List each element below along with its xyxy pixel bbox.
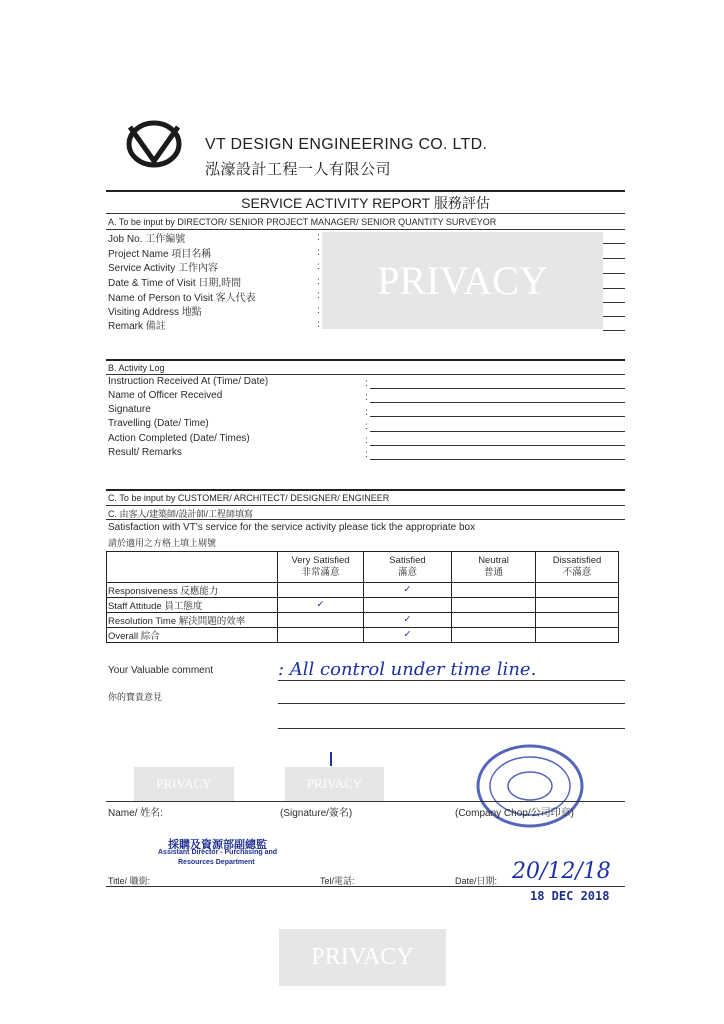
section-c-rule-1 bbox=[106, 505, 625, 506]
log-label-travelling: Travelling (Date/ Time) bbox=[108, 418, 209, 429]
tel-label: Tel/電話: bbox=[320, 876, 355, 886]
signature-mark bbox=[330, 752, 338, 766]
rating-row-resolution-time bbox=[107, 613, 619, 628]
section-b-heading: B. Activity Log bbox=[108, 363, 165, 373]
log-line bbox=[370, 416, 625, 417]
title-stamp-zh: 採購及資源部副總監 bbox=[168, 839, 267, 851]
title-label: Title/ 職銜: bbox=[108, 876, 151, 886]
log-line bbox=[370, 402, 625, 403]
comment-line-2 bbox=[278, 703, 625, 704]
tick-mark[interactable]: ✓ bbox=[364, 583, 452, 598]
cell-neutral[interactable] bbox=[452, 598, 536, 613]
date-label: Date/日期: bbox=[455, 876, 498, 886]
cell-dissatisfied[interactable] bbox=[536, 583, 619, 598]
log-label-instruction-received: Instruction Received At (Time/ Date) bbox=[108, 376, 269, 387]
satisfaction-instruction-en: Satisfaction with VT's service for the service activity please tick the appropriate box bbox=[108, 522, 476, 533]
field-label-person-to-visit: Name of Person to Visit 客人代表 bbox=[108, 293, 256, 304]
row-label: Staff Attitude 員工態度 bbox=[107, 598, 278, 613]
rating-row-overall bbox=[107, 628, 619, 643]
rating-row-staff-attitude bbox=[107, 598, 619, 613]
section-b-top-rule bbox=[106, 359, 625, 361]
section-a-heading: A. To be input by DIRECTOR/ SENIOR PROJECT MANAGER/ SENIOR QUANTITY SURVEYOR bbox=[108, 217, 497, 227]
footer-name-rule bbox=[106, 801, 625, 802]
field-line bbox=[603, 288, 625, 289]
title-top-rule bbox=[106, 190, 625, 192]
colon-column: : : : : : : : bbox=[317, 232, 320, 330]
log-label-result-remarks: Result/ Remarks bbox=[108, 447, 182, 458]
row-label: Resolution Time 解決問題的效率 bbox=[107, 613, 278, 628]
section-c-heading-en: C. To be input by CUSTOMER/ ARCHITECT/ DESIGNER/ ENGINEER bbox=[108, 493, 390, 503]
report-title: SERVICE ACTIVITY REPORT 服務評估 bbox=[241, 195, 490, 211]
footer-title-rule bbox=[106, 886, 625, 887]
date-handwritten[interactable]: 20/12/18 bbox=[512, 859, 611, 884]
section-c-rule-2 bbox=[106, 519, 625, 520]
tick-mark[interactable]: ✓ bbox=[278, 598, 364, 613]
privacy-redaction-section-a: PRIVACY bbox=[322, 232, 603, 329]
log-label-signature: Signature bbox=[108, 404, 151, 415]
section-b-rule bbox=[106, 374, 625, 375]
rating-header-blank bbox=[107, 552, 278, 583]
satisfaction-rating-table bbox=[106, 551, 619, 643]
comment-label-zh: 你的寶貴意見 bbox=[108, 692, 163, 702]
log-line bbox=[370, 459, 625, 460]
log-line bbox=[370, 445, 625, 446]
log-label-action-completed: Action Completed (Date/ Times) bbox=[108, 433, 250, 444]
section-c-heading-zh: C. 由客人/建築師/設計師/工程師填寫 bbox=[108, 509, 254, 519]
company-name-zh: 泓濠設計工程一人有限公司 bbox=[205, 161, 392, 178]
cell-neutral[interactable] bbox=[452, 613, 536, 628]
log-line bbox=[370, 431, 625, 432]
log-label-officer-received: Name of Officer Received bbox=[108, 390, 223, 401]
log-line bbox=[370, 388, 625, 389]
field-label-remark: Remark 備註 bbox=[108, 321, 166, 332]
satisfaction-instruction-zh: 請於適用之方格上填上剔號 bbox=[108, 538, 217, 548]
col-satisfied: Satisfied 滿意 bbox=[364, 552, 452, 583]
company-chop-label: (Company Chop/公司印章) bbox=[455, 808, 574, 819]
row-label: Overall 綜合 bbox=[107, 628, 278, 643]
date-stamp: 18 DEC 2018 bbox=[530, 889, 610, 903]
row-label: Responsiveness 反應能力 bbox=[107, 583, 278, 598]
field-label-job-no: Job No. 工作編號 bbox=[108, 234, 186, 245]
tick-mark[interactable]: ✓ bbox=[364, 613, 452, 628]
name-label: Name/ 姓名: bbox=[108, 808, 164, 819]
comment-handwritten[interactable]: : All control under time line. bbox=[278, 659, 537, 680]
cell-very-satisfied[interactable] bbox=[278, 583, 364, 598]
col-neutral: Neutral 普通 bbox=[452, 552, 536, 583]
section-c-top-rule bbox=[106, 489, 625, 491]
title-stamp-en-1: Assistant Director - Purchasing and bbox=[158, 849, 278, 856]
field-label-date-time-visit: Date & Time of Visit 日期,時間 bbox=[108, 278, 242, 289]
log-colon-column: : : : : : : bbox=[365, 378, 368, 461]
cell-neutral[interactable] bbox=[452, 583, 536, 598]
field-line bbox=[603, 273, 625, 274]
comment-line-3 bbox=[278, 728, 625, 729]
field-label-project-name: Project Name 項目名稱 bbox=[108, 249, 212, 260]
field-line bbox=[603, 258, 625, 259]
company-logo bbox=[124, 119, 186, 169]
cell-dissatisfied[interactable] bbox=[536, 613, 619, 628]
cell-neutral[interactable] bbox=[452, 628, 536, 643]
comment-label: Your Valuable comment bbox=[108, 665, 214, 676]
rating-header-row bbox=[107, 552, 619, 583]
col-dissatisfied: Dissatisfied 不滿意 bbox=[536, 552, 619, 583]
title-stamp-en-2: Resources Department bbox=[178, 859, 255, 866]
title-bottom-rule bbox=[106, 213, 625, 214]
field-line bbox=[603, 330, 625, 331]
field-line bbox=[603, 302, 625, 303]
cell-dissatisfied[interactable] bbox=[536, 628, 619, 643]
privacy-redaction-signature: PRIVACY bbox=[285, 767, 384, 801]
field-label-service-activity: Service Activity 工作內容 bbox=[108, 263, 219, 274]
signature-label: (Signature/簽名) bbox=[280, 808, 353, 819]
privacy-redaction-name: PRIVACY bbox=[134, 767, 234, 801]
cell-satisfied[interactable] bbox=[364, 598, 452, 613]
cell-dissatisfied[interactable] bbox=[536, 598, 619, 613]
field-label-visiting-address: Visiting Address 地點 bbox=[108, 307, 202, 318]
rating-row-responsiveness bbox=[107, 583, 619, 598]
comment-line-1 bbox=[278, 680, 625, 681]
col-very-satisfied: Very Satisfied 非常滿意 bbox=[278, 552, 364, 583]
company-name-en: VT DESIGN ENGINEERING CO. LTD. bbox=[205, 136, 488, 153]
cell-very-satisfied[interactable] bbox=[278, 628, 364, 643]
tick-mark[interactable]: ✓ bbox=[364, 628, 452, 643]
cell-very-satisfied[interactable] bbox=[278, 613, 364, 628]
privacy-redaction-bottom: PRIVACY bbox=[279, 929, 446, 986]
field-line bbox=[603, 316, 625, 317]
field-line bbox=[603, 243, 625, 244]
